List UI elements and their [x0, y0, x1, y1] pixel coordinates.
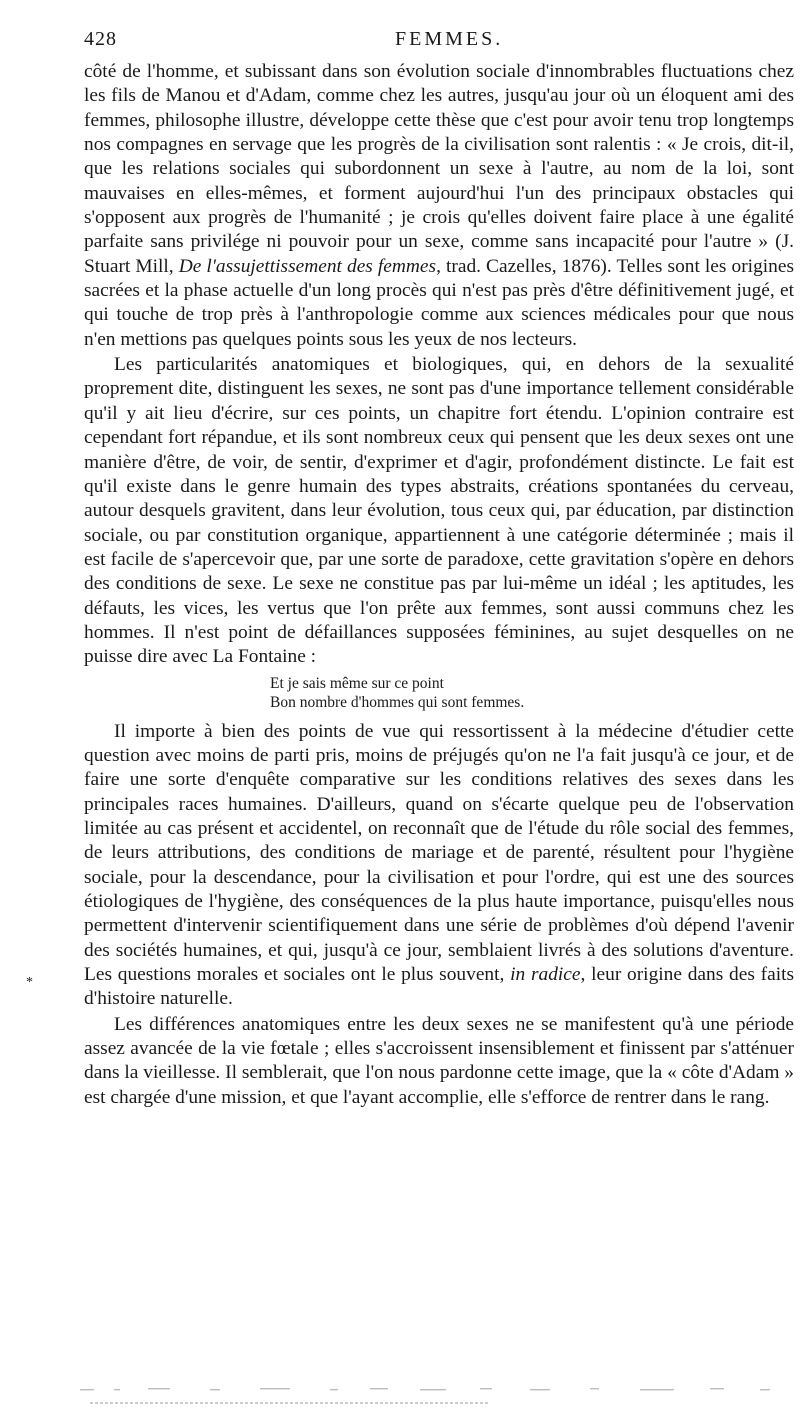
- scan-noise-bottom: [90, 1398, 490, 1408]
- paragraph-continuation: [84, 60, 794, 352]
- page-header: [84, 28, 794, 50]
- page-number: 428: [84, 28, 117, 50]
- scan-noise-top: [70, 1382, 790, 1398]
- book-title: De l'assujettissement des femmes: [178, 255, 437, 277]
- paragraph-text: côté de l'homme, et subissant dans son évolution sociale d'innombrables fluctuations chez les fils de Manou et d'Adam, comme chez les autres, jusqu'au jour où un éloquent ami des femmes, philosophe illustre, développe cette thèse que c'est pour avoir tenu trop longtemps nos compagnes en servage que les progrès de la civilisation sont ralentis : « Je crois, dit-il, que les relations sociales qui subordonnent un sexe à l'autre, au nom de la loi, sont mauvaises en elles-mêmes, et forment aujourd'hui l'un des principaux obstacles qui s'opposent aux progrès de l'humanité ; je crois qu'elles doivent faire place à une égalité parfaite sans privilége ni pouvoir pour un sexe, comme sans incapacité pour l'autre » (J. Stuart Mill,: [84, 61, 794, 277]
- italic-phrase: in radice: [510, 964, 581, 986]
- verse-line: Et je sais même sur ce point: [270, 674, 444, 692]
- body-text: [84, 60, 794, 1110]
- verse-line: Bon nombre d'hommes qui sont femmes.: [270, 693, 525, 711]
- paragraph-text: , trad. Cazelles, 1876). Telles sont les origines sacrées et la phase actuelle d'un long procès qui n'est pas près d'être définitivement jugé, et qui touche de trop près à l'anthropologie comme aux sciences médicales pour que nous n'en mettions pas quelques points sous les yeux de nos lecteurs.: [84, 255, 794, 350]
- verse-quote: [270, 674, 794, 712]
- paragraph: [84, 720, 794, 1012]
- paragraph: Les différences anatomiques entre les deux sexes ne se manifestent qu'à une période assez avancée de la vie fœtale ; elles s'accroissent insensiblement et finissent par s'atténuer dans la vieillesse. Il semblerait, que l'on nous pardonne cette image, que la « côte d'Adam » est chargée d'une mission, et que l'ayant accomplie, elle s'efforce de rentrer dans le rang.: [84, 1013, 794, 1108]
- paragraph-text: Il importe à bien des points de vue qui ressortissent à la médecine d'étudier cette question avec moins de parti pris, moins de préjugés qu'on ne l'a fait jusqu'à ce jour, et de faire une sorte d'enquête comparative sur les conditions relatives des sexes dans les principales races humaines. D'ailleurs, quand on s'écarte quelque peu de l'observation limitée au cas présent et accidentel, on reconnaît que de l'étude du rôle social des femmes, de leurs attributions, des conditions de mariage et de parenté, résultent pour l'hygiène sociale, pour la descendance, pour la civilisation et pour l'ordre, qui est une des sources étiologiques de l'hygiène, des conséquences de la plus haute importance, puisqu'elles nous permettent d'intervenir scientifiquement dans une série de problèmes d'où dépend l'avenir des sociétés humaines, et qui, jusqu'à ce jour, semblaient livrés à des solutions d'aventure. Les questions morales et sociales ont le plus souvent,: [84, 720, 794, 986]
- margin-mark: *: [26, 975, 33, 990]
- paragraph-text: , leur origine dans des faits d'histoire naturelle.: [84, 964, 795, 1010]
- paragraph: Les particularités anatomiques et biologiques, qui, en dehors de la sexualité proprement dite, distinguent les sexes, ne sont pas d'une importance tellement considérable qu'il y ait lieu d'écrire, sur ces points, un chapitre fort étendu. L'opinion contraire est cependant fort répandue, et ils sont nombreux ceux qui pensent que les deux sexes ont une manière d'être, de voir, de sentir, d'exprimer et d'agir, profondément distincte. Le fait est qu'il existe dans le genre humain des types abstraits, créations spontanées du cerveau, autour desquels gravitent, dans leur évolution, tous ceux qui, par éducation, par distinction sociale, ou par constitution organique, appartiennent à une catégorie déterminée ; mais il est facile de s'apercevoir que, par une sorte de paradoxe, cette gravitation s'opère en dehors des conditions de sexe. Le sexe ne constitue pas par lui-même un idéal ; les aptitudes, les défauts, les vices, les vertus que l'on prête aux femmes, sont aussi communs chez les hommes. Il n'est point de défaillances supposées féminines, au sujet desquelles on ne puisse dire avec La Fontaine :: [84, 354, 794, 668]
- running-title: FEMMES.: [395, 28, 504, 50]
